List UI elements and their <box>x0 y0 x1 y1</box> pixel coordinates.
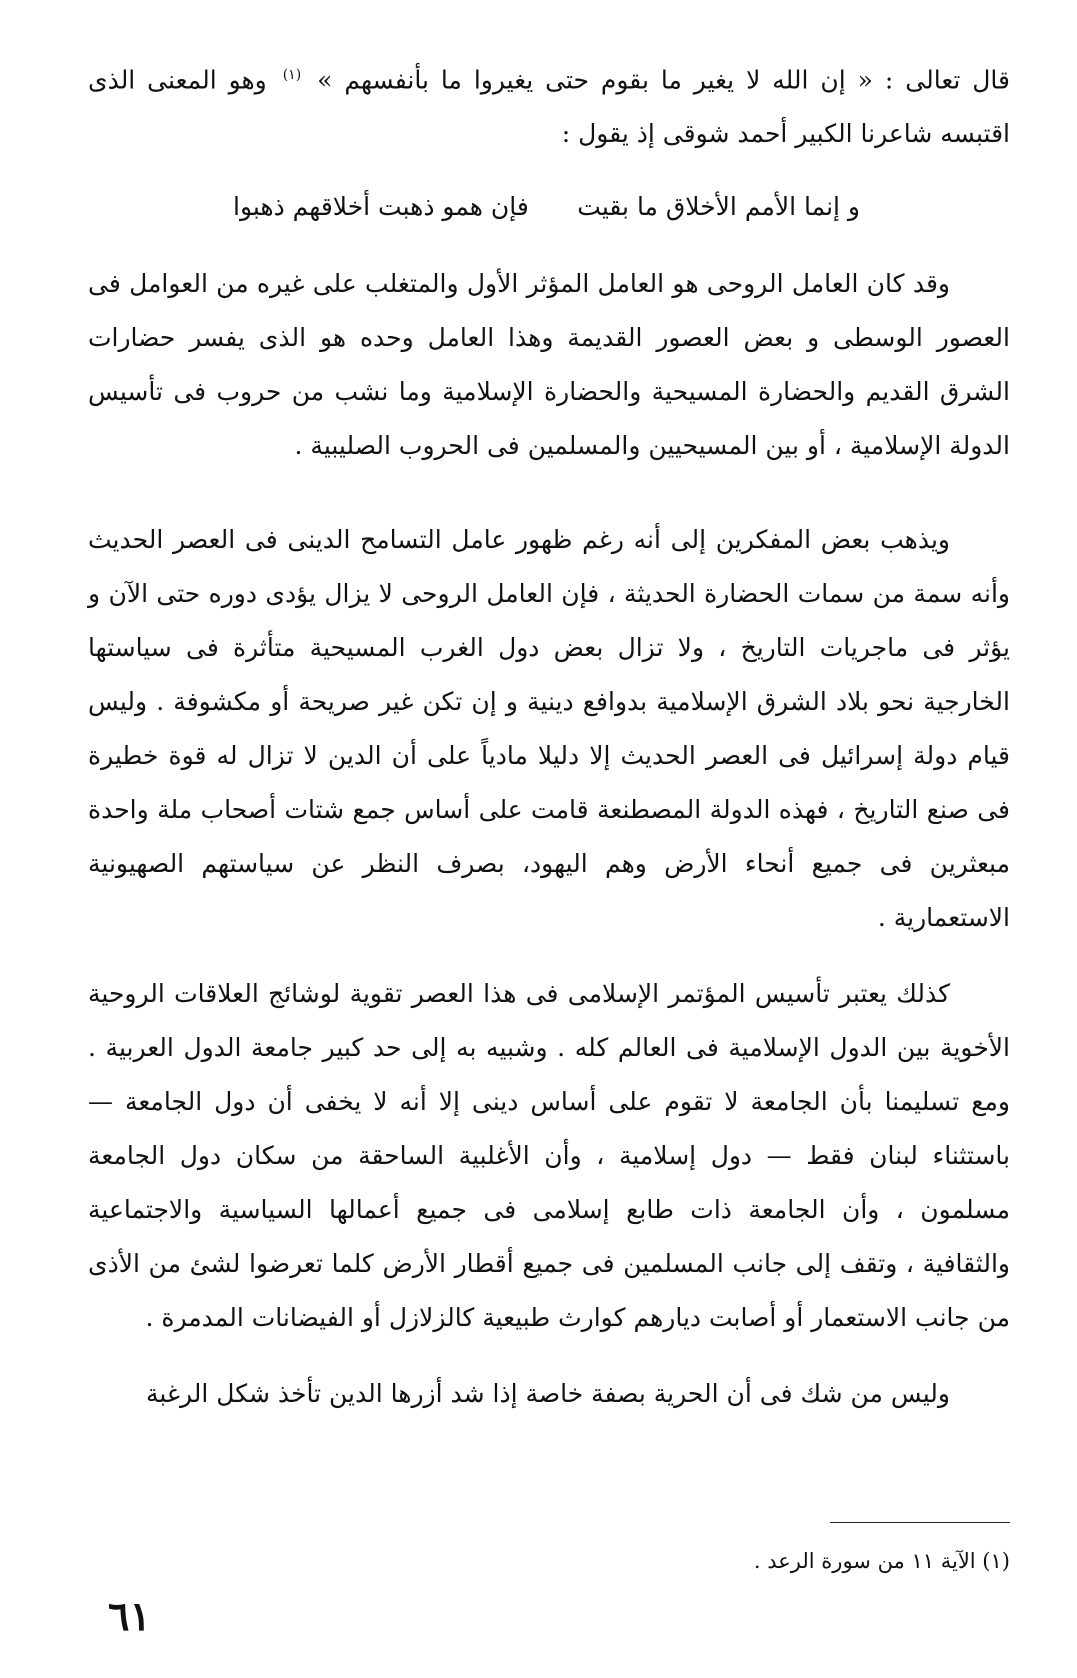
intro-paragraph <box>88 48 1010 161</box>
poetry-verse <box>88 187 1010 227</box>
verse-first-hemistich: و إنما الأمم الأخلاق ما بقيت <box>577 192 860 222</box>
paragraph-spiritual-factor: وقد كان العامل الروحى هو العامل المؤثر الأول والمتغلب على غيره من العوامل فى العصور الوسطى و بعض العصور القديمة وهذا العامل وحده هو الذى يفسر حضارات الشرق القديم والحضارة المسيحية والحضارة الإسلامية وما نشب من حروب فى تأسيس الدولة الإسلامية ، أو بين المسيحيين والمسلمين فى الحروب الصليبية . <box>88 269 1010 461</box>
paragraph-modern-era: ويذهب بعض المفكرين إلى أنه رغم ظهور عامل التسامح الدينى فى العصر الحديث وأنه سمة من سمات الحضارة الحديثة ، فإن العامل الروحى لا يزال يؤدى دوره حتى الآن و يؤثر فى ماجريات التاريخ ، ولا تزال بعض دول الغرب المسيحية متأثرة فى سياستها الخارجية نحو بلاد الشرق الإسلامية بدوافع دينية و إن تكن غير صريحة أو مكشوفة . وليس قيام دولة إسرائيل فى العصر الحديث إلا دليلا مادياً على أن الدين لا تزال له قوة خطيرة فى صنع التاريخ ، فهذه الدولة المصطنعة قامت على أساس جمع شتات أصحاب ملة واحدة مبعثرين فى جميع أنحاء الأرض وهم اليهود، بصرف النظر عن سياستهم الصهيونية الاستعمارية . <box>88 525 1010 933</box>
footnote-divider <box>830 1522 1010 1523</box>
paragraph-freedom: وليس من شك فى أن الحرية بصفة خاصة إذا شد أزرها الدين تأخذ شكل الرغبة <box>145 1379 950 1409</box>
verse-second-hemistich: فإن همو ذهبت أخلاقهم ذهبوا <box>233 192 529 222</box>
quran-quote: قال تعالى : « إن الله لا يغير ما بقوم حتى يغيروا ما بأنفسهم » <box>317 65 1010 95</box>
paragraph-islamic-conference: كذلك يعتبر تأسيس المؤتمر الإسلامى فى هذا العصر تقوية لوشائج العلاقات الروحية الأخوية بين الدول الإسلامية فى العالم كله . وشبيه به إلى حد كبير جامعة الدول العربية . ومع تسليمنا بأن الجامعة لا تقوم على أساس دينى إلا أنه لا يخفى أن دول الجامعة — باستثناء لبنان فقط — دول إسلامية ، وأن الأغلبية الساحقة من سكان دول الجامعة مسلمون ، وأن الجامعة ذات طابع إسلامى فى جميع أعمالها السياسية والاجتماعية والثقافية ، وتقف إلى جانب المسلمين فى جميع أقطار الأرض كلما تعرضوا لشئ من الأذى من جانب الاستعمار أو أصابت ديارهم كوارث طبيعية كالزلازل أو الفيضانات المدمرة . <box>88 979 1010 1333</box>
footnote-reference: (١) <box>282 67 302 83</box>
book-page <box>88 48 1010 1658</box>
footnote: (١) الآية ١١ من سورة الرعد . <box>753 1549 1010 1573</box>
intro-continuation: وهو المعنى الذى اقتبسه شاعرنا الكبير أحمد شوقى إذ يقول : <box>88 65 1010 149</box>
page-number: ٦١ <box>108 1593 151 1640</box>
